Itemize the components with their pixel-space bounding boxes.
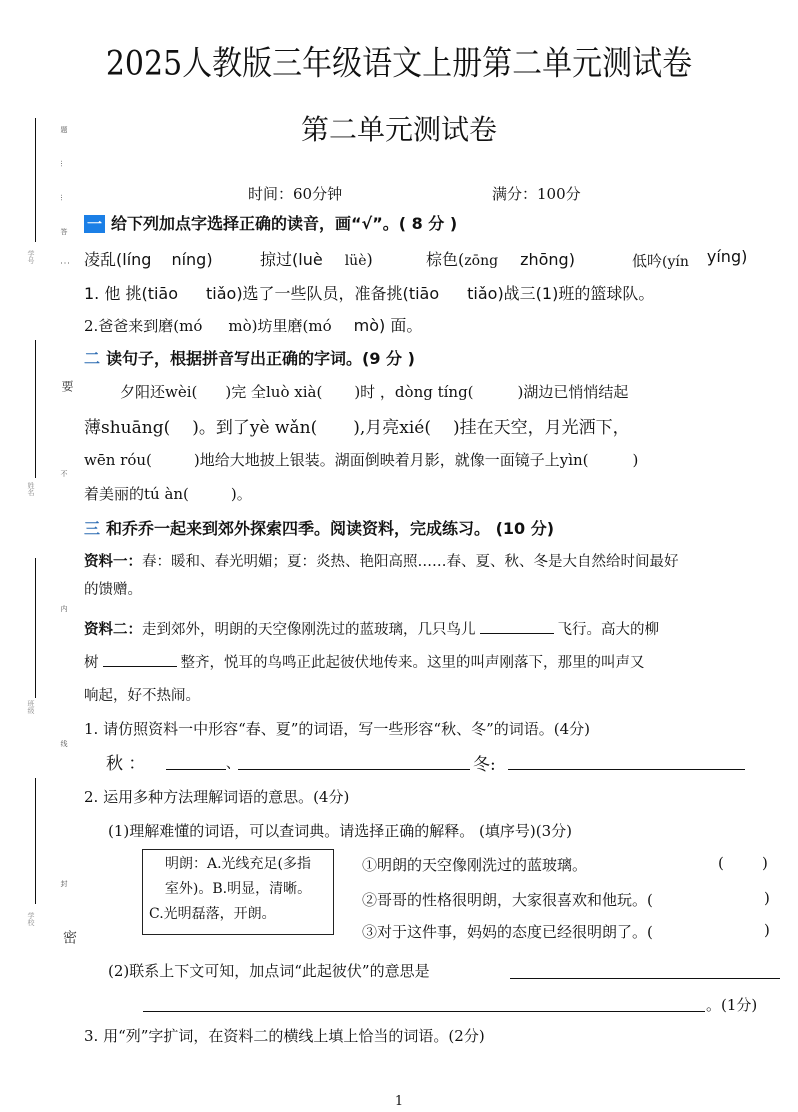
answer-blank[interactable] (480, 619, 554, 634)
passage-text: )挂在天空，月光洒下， (452, 418, 630, 438)
pinyin-option[interactable]: líng (122, 250, 152, 269)
question-3-3: 3. 用“列”字扩词，在资料二的横线上填上恰当的词语。(2分) (84, 1027, 485, 1045)
q-text: tiǎo)选了一些队员，准备挑( (206, 284, 409, 303)
autumn-blank-2[interactable] (238, 753, 470, 770)
sub-title: 第二单元测试卷 (300, 113, 497, 146)
page-number: 1 (394, 1094, 404, 1109)
school-label: 学校 (27, 912, 35, 926)
q-text: 2.爸爸来到磨(mó (84, 317, 203, 335)
pinyin-option[interactable]: tiāo (408, 284, 440, 303)
margin-divider-line (35, 340, 36, 478)
choice-2: ②哥哥的性格很明朗，大家很喜欢和他玩。( (362, 891, 653, 909)
answer-blank[interactable] (103, 652, 177, 667)
pinyin-item: 低吟(yín yíng) (632, 247, 748, 270)
answer-blank[interactable] (322, 383, 354, 397)
section-1-number: 一 (84, 215, 105, 233)
passage-line-1 (120, 381, 628, 402)
margin-mark: 密 (61, 930, 77, 944)
winter-label: 冬: (473, 755, 496, 775)
word: 棕色 (426, 250, 459, 269)
passage-text: wēn róu( (84, 451, 152, 469)
source-1-line-1 (84, 550, 679, 571)
source-2-line-2 (84, 651, 645, 672)
passage-line-3 (84, 449, 638, 470)
pinyin-item: 棕色(zōng zhōng) (426, 250, 575, 269)
score-label: 满分：100分 (492, 185, 581, 203)
choice-1: ①明朗的天空像刚洗过的蓝玻璃。 (362, 856, 588, 874)
passage-text: 薄shuāng( (84, 418, 171, 438)
q-text: 1. 他 挑( (84, 284, 148, 303)
answer-blank[interactable] (189, 485, 231, 499)
autumn-label: 秋 ： (106, 754, 146, 774)
choice-3-answer[interactable]: ) (764, 921, 770, 939)
section-3-heading (84, 516, 554, 539)
source-2-text: 走到郊外，明朗的天空像刚洗过的蓝玻璃，几只鸟儿 (142, 622, 476, 638)
source-2-line-1 (84, 618, 659, 639)
choice-2-answer[interactable]: ) (764, 889, 770, 907)
word: 低吟 (632, 252, 663, 270)
student-name-label: 姓名 (27, 482, 35, 496)
passage-text: 着美丽的tú àn( (84, 485, 189, 503)
section-2-heading (84, 346, 415, 369)
margin-mark: 线 (60, 740, 68, 747)
passage-text: ) (632, 451, 639, 469)
section-2-number: 二 (84, 349, 101, 368)
passage-text: 夕阳还wèi( (120, 383, 198, 401)
pinyin-option[interactable]: lüè (344, 253, 367, 269)
answer-blank[interactable] (431, 419, 453, 433)
choice-3: ③对于这件事，妈妈的态度已经很明朗了。( (362, 923, 653, 941)
question-3-1-answer-row (106, 749, 145, 774)
student-id-label: 学号 (27, 250, 35, 264)
pinyin-option[interactable]: yín (667, 254, 689, 270)
answer-blank[interactable] (170, 419, 192, 433)
margin-mark: 不 (60, 470, 68, 477)
definition-box (142, 849, 334, 935)
margin-mark: 题 (60, 126, 68, 133)
answer-blank[interactable] (474, 383, 518, 397)
pinyin-option[interactable]: zōng (464, 253, 499, 269)
definition-line: 室外)。B.明显，清晰。 (164, 881, 312, 897)
question-3-1: 1. 请仿照资料一中形容“春、夏”的词语，写一些形容“秋、冬”的词语。(4分) (84, 720, 591, 738)
answer-blank[interactable] (152, 451, 194, 465)
main-title: 2025人教版三年级语文上册第二单元测试卷 (105, 44, 693, 84)
section-1-title: 给下列加点字选择正确的读音，画“√”。( 8 分 ) (111, 214, 458, 233)
pinyin-option[interactable]: zhōng (520, 250, 569, 269)
margin-mark: 答 (60, 228, 68, 235)
passage-text: )完 全luò xià( (225, 383, 323, 401)
word: 掠过 (260, 250, 293, 269)
q-text: mò) 面。 (353, 316, 423, 335)
meaning-blank-2[interactable] (143, 995, 705, 1012)
question-3-2: 2. 运用多种方法理解词语的意思。(4分) (84, 788, 350, 806)
answer-blank[interactable] (317, 419, 353, 433)
question-3-2-sub-2: (2)联系上下文可知，加点词“此起彼伏”的意思是 (108, 962, 430, 980)
class-label: 班级 (27, 700, 35, 714)
margin-mark: … (59, 160, 67, 167)
source-2-label: 资料二： (84, 622, 142, 638)
q-text: tiǎo)战三(1)班的篮球队。 (467, 284, 655, 303)
pinyin-option[interactable]: tiāo (147, 284, 178, 303)
definition-line: 明朗：A.光线充足(多指 (164, 856, 312, 872)
question-1-1 (84, 281, 654, 304)
margin-mark: 封 (60, 880, 68, 887)
section-3-title: 和乔乔一起来到郊外探索四季。阅读资料，完成练习。 (10 分) (106, 519, 555, 538)
source-1-line-2: 的馈赠。 (84, 582, 142, 598)
source-2-text: 整齐，悦耳的鸟鸣正此起彼伏地传来。这里的叫声刚落下，那里的叫声又 (180, 655, 645, 671)
pinyin-option[interactable]: níng (171, 250, 207, 269)
margin-divider-line (35, 778, 36, 904)
winter-blank[interactable] (508, 753, 745, 770)
time-label: 时间：60分钟 (248, 185, 343, 203)
margin-divider-line (35, 558, 36, 698)
answer-blank[interactable] (589, 451, 633, 465)
passage-line-4 (84, 483, 252, 504)
section-1-heading (84, 211, 457, 234)
word: 凌乱 (84, 250, 117, 269)
passage-text: )。到了yè wǎn( (192, 418, 318, 438)
answer-blank[interactable] (197, 383, 225, 397)
source-2-line-3: 响起，好不热闹。 (84, 688, 200, 704)
autumn-blank-1[interactable] (166, 753, 226, 770)
margin-mark: 内 (60, 605, 68, 612)
pinyin-item: 凌乱(líng níng) (84, 250, 213, 269)
choice-1-answer[interactable]: ( ) (718, 854, 768, 872)
question-3-2-sub-1: (1)理解难懂的词语，可以查词典。请选择正确的解释。 (填序号)(3分) (108, 822, 572, 840)
separator: 、 (226, 756, 240, 772)
meaning-blank-1[interactable] (510, 962, 780, 979)
question-3-2-sub-2-end: 。(1分) (706, 996, 758, 1014)
section-2-title: 读句子，根据拼音写出正确的字词。(9 分 ) (106, 349, 415, 368)
section-3-number: 三 (84, 519, 101, 538)
definition-line: C.光明磊落，开朗。 (149, 906, 276, 922)
passage-text: ),月亮xié( (353, 418, 431, 438)
source-1-label: 资料一： (84, 554, 142, 570)
question-1-2 (84, 313, 422, 336)
passage-text: )时 ，dòng tíng( (354, 383, 474, 401)
source-1-text: 春：暖和、春光明媚；夏：炎热、艳阳高照……春、夏、秋、冬是大自然给时间最好 (142, 554, 679, 570)
passage-text: )地给大地披上银装。湖面倒映着月影，就像一面镜子上yìn( (193, 451, 589, 469)
margin-mark: 要 (60, 380, 74, 392)
pinyin-option[interactable]: luè (298, 250, 323, 269)
margin-mark: … (59, 194, 67, 201)
passage-text: )。 (230, 485, 252, 503)
passage-line-2 (84, 413, 630, 438)
pinyin-option[interactable]: yíng (706, 247, 742, 266)
pinyin-item: 掠过(luè lüè) (260, 250, 373, 269)
source-2-text: 飞行。高大的柳 (557, 622, 659, 638)
source-2-text: 树 (84, 655, 99, 671)
margin-mark: ⋮ (59, 258, 70, 268)
passage-text: )湖边已悄悄结起 (517, 383, 629, 401)
q-text: mò)坊里磨(mó (228, 317, 332, 335)
